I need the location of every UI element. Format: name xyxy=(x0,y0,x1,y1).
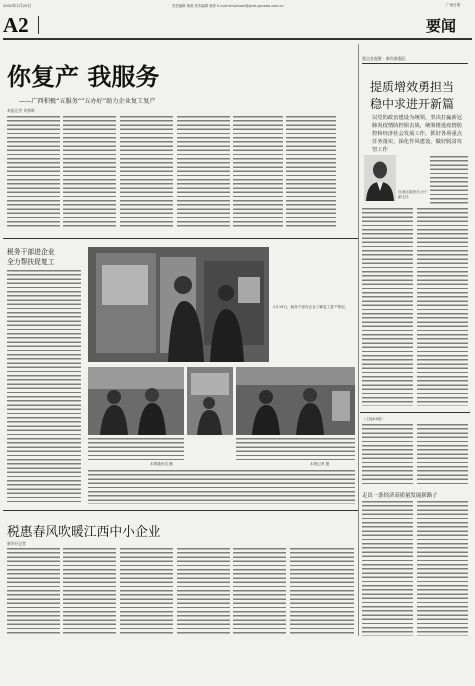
column-lede: 以党的政治建设为统领，坚决打赢新冠肺炎疫情防控阻击战，统筹推进疫情防控和经济社会发展工作，抓好各项重点任务落实，深化作风建设，做好脱贫攻坚工作 xyxy=(372,115,463,153)
bottom-byline: 新华社记者 xyxy=(7,541,26,546)
lead-subheadline: ——广西积极“五服务”“五办好”助力企业复工复产 xyxy=(19,98,156,105)
lead-byline: 本报记者 刘春晖 xyxy=(7,108,35,113)
lead-headline: 你复产 我服务 xyxy=(7,62,160,91)
column-headline-1: 提质增效勇担当 xyxy=(370,80,455,94)
column-banner-rule xyxy=(362,63,468,64)
main-photo-caption: 2月19日，税务干部在企业了解复工复产情况。 xyxy=(273,305,349,309)
column-body-top-right xyxy=(430,156,468,204)
lower-photo-credit-left: 本报通讯员 摄 xyxy=(150,462,173,466)
side-body xyxy=(7,270,81,502)
bottom-body-col-4 xyxy=(177,548,230,636)
page-number: A2 xyxy=(3,13,29,37)
bottom-story-rule xyxy=(3,510,358,511)
header-divider-vertical xyxy=(38,16,39,34)
column-body-a xyxy=(362,208,413,406)
right-lower-body-c xyxy=(362,501,413,636)
right-lower-label: （上接A1版） xyxy=(362,417,385,421)
lead-body-col-6 xyxy=(286,116,336,228)
column-portrait-caption: 自治区政府办公厅副主任 xyxy=(398,190,427,199)
bottom-body-col-6 xyxy=(290,548,354,636)
lead-body-col-1 xyxy=(7,116,60,228)
bottom-body-col-2 xyxy=(63,548,116,636)
right-lower-body-a xyxy=(362,424,413,486)
side-headline-1: 税务干部进企业 xyxy=(7,248,55,256)
column-portrait xyxy=(364,155,396,201)
main-photo xyxy=(88,247,269,362)
bottom-body-col-1 xyxy=(7,548,60,636)
section-title: 要闻 xyxy=(426,17,457,35)
right-lower-body-d xyxy=(417,501,468,636)
lower-left-photo xyxy=(88,367,184,435)
side-body-under-photos xyxy=(88,470,355,504)
lead-bottom-rule xyxy=(3,238,358,239)
right-lower-headline: 走出一条经济高质量发展新路子 xyxy=(362,493,438,499)
lead-body-col-2 xyxy=(63,116,116,228)
lead-body-col-5 xyxy=(233,116,283,228)
lower-photo-caption-right xyxy=(236,438,355,460)
lead-body-col-3 xyxy=(120,116,173,228)
column-rule xyxy=(360,412,470,413)
masthead-rule xyxy=(3,38,472,40)
column-banner: 重点长视野 · 新年新强区 xyxy=(362,56,406,61)
header-brand: 广西日报 xyxy=(446,3,461,7)
lower-photo-credit-right: 本报记者 摄 xyxy=(310,462,330,466)
column-divider xyxy=(358,44,359,636)
header-date: 2020年2月20日 xyxy=(3,3,32,8)
bottom-body-col-5 xyxy=(233,548,286,636)
lower-middle-photo xyxy=(187,367,233,435)
column-body-b xyxy=(417,208,468,406)
lower-right-photo xyxy=(236,367,355,435)
lead-body-col-4 xyxy=(177,116,230,228)
lower-photo-caption-left xyxy=(88,438,184,460)
column-headline-2: 稳中求进开新篇 xyxy=(370,97,455,111)
side-headline-2: 全力帮扶促复工 xyxy=(7,258,55,266)
header-masthead-info: 责任编辑 黄燕 美术编辑 黄婷 E-mail:shuzhuan@gxrb.gxnews.com.cn xyxy=(172,4,284,8)
right-lower-body-b xyxy=(417,424,468,486)
bottom-body-col-3 xyxy=(120,548,173,636)
bottom-headline: 税惠春风吹暖江西中小企业 xyxy=(7,525,161,540)
